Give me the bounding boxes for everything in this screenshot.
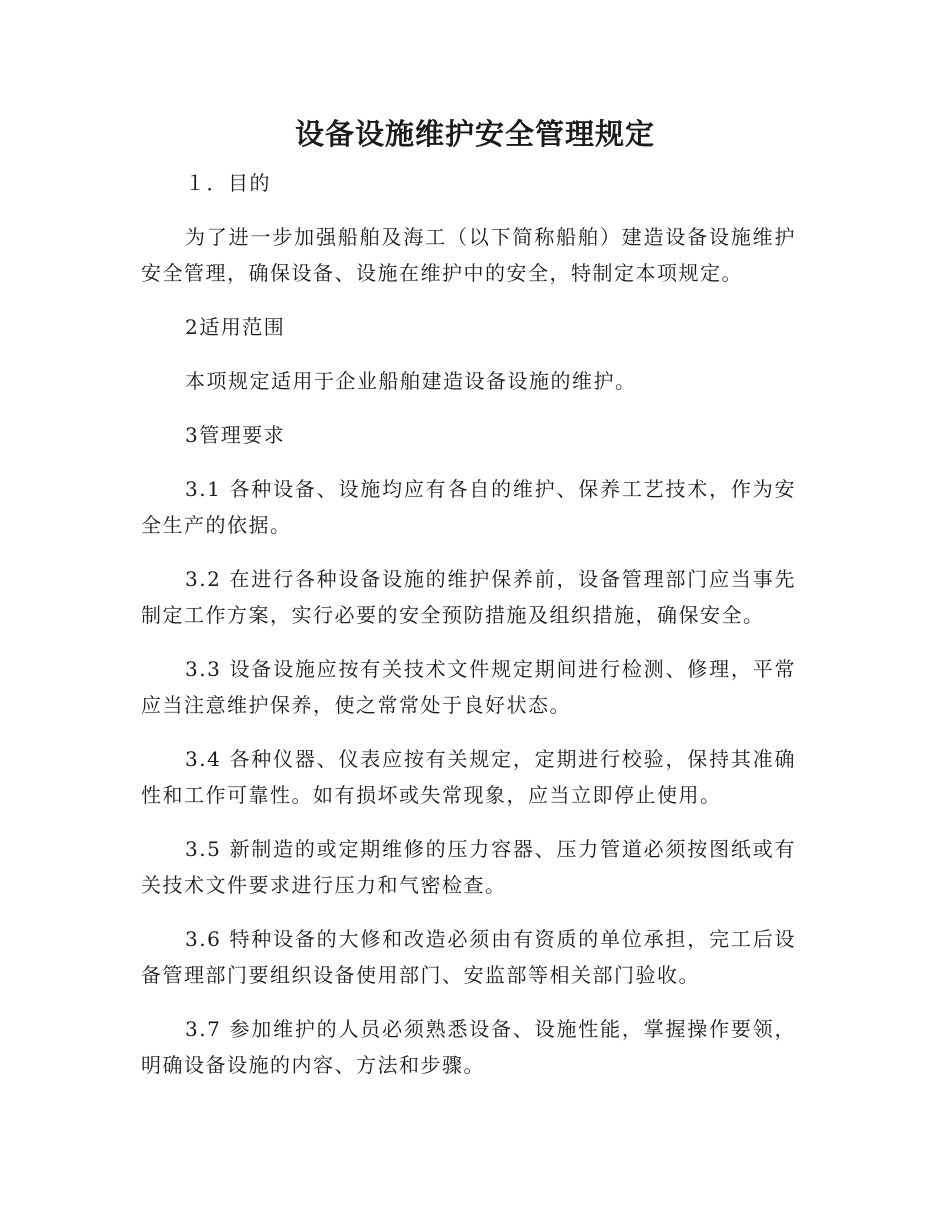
paragraph-purpose: 为了进一步加强船舶及海工（以下简称船舶）建造设备设施维护安全管理，确保设备、设施在维护中的安全，特制定本项规定。 [141, 225, 796, 285]
paragraph-3-5: 3.5 新制造的或定期维修的压力容器、压力管道必须按图纸或有关技术文件要求进行压力和气密检查。 [141, 837, 796, 897]
paragraph-3-3: 3.3 设备设施应按有关技术文件规定期间进行检测、修理，平常应当注意维护保养，使之常常处于良好状态。 [141, 657, 796, 717]
paragraph-3-7: 3.7 参加维护的人员必须熟悉设备、设施性能，掌握操作要领，明确设备设施的内容、方法和步骤。 [141, 1017, 796, 1077]
paragraph-3-6: 3.6 特种设备的大修和改造必须由有资质的单位承担，完工后设备管理部门要组织设备使用部门、安监部等相关部门验收。 [141, 927, 796, 987]
section-heading-scope: 2适用范围 [185, 315, 286, 339]
paragraph-3-4: 3.4 各种仪器、仪表应按有关规定，定期进行校验，保持其准确性和工作可靠性。如有损坏或失常现象，应当立即停止使用。 [141, 747, 796, 807]
section-heading-purpose: １．目的 [185, 171, 271, 195]
paragraph-3-1: 3.1 各种设备、设施均应有各自的维护、保养工艺技术，作为安全生产的依据。 [141, 477, 796, 537]
section-heading-requirements: 3管理要求 [185, 423, 286, 447]
paragraph-3-2: 3.2 在进行各种设备设施的维护保养前，设备管理部门应当事先制定工作方案，实行必要的安全预防措施及组织措施，确保安全。 [141, 567, 796, 627]
paragraph-scope: 本项规定适用于企业船舶建造设备设施的维护。 [185, 369, 637, 393]
document-title: 设备设施维护安全管理规定 [294, 117, 655, 151]
document-body [141, 165, 796, 1101]
